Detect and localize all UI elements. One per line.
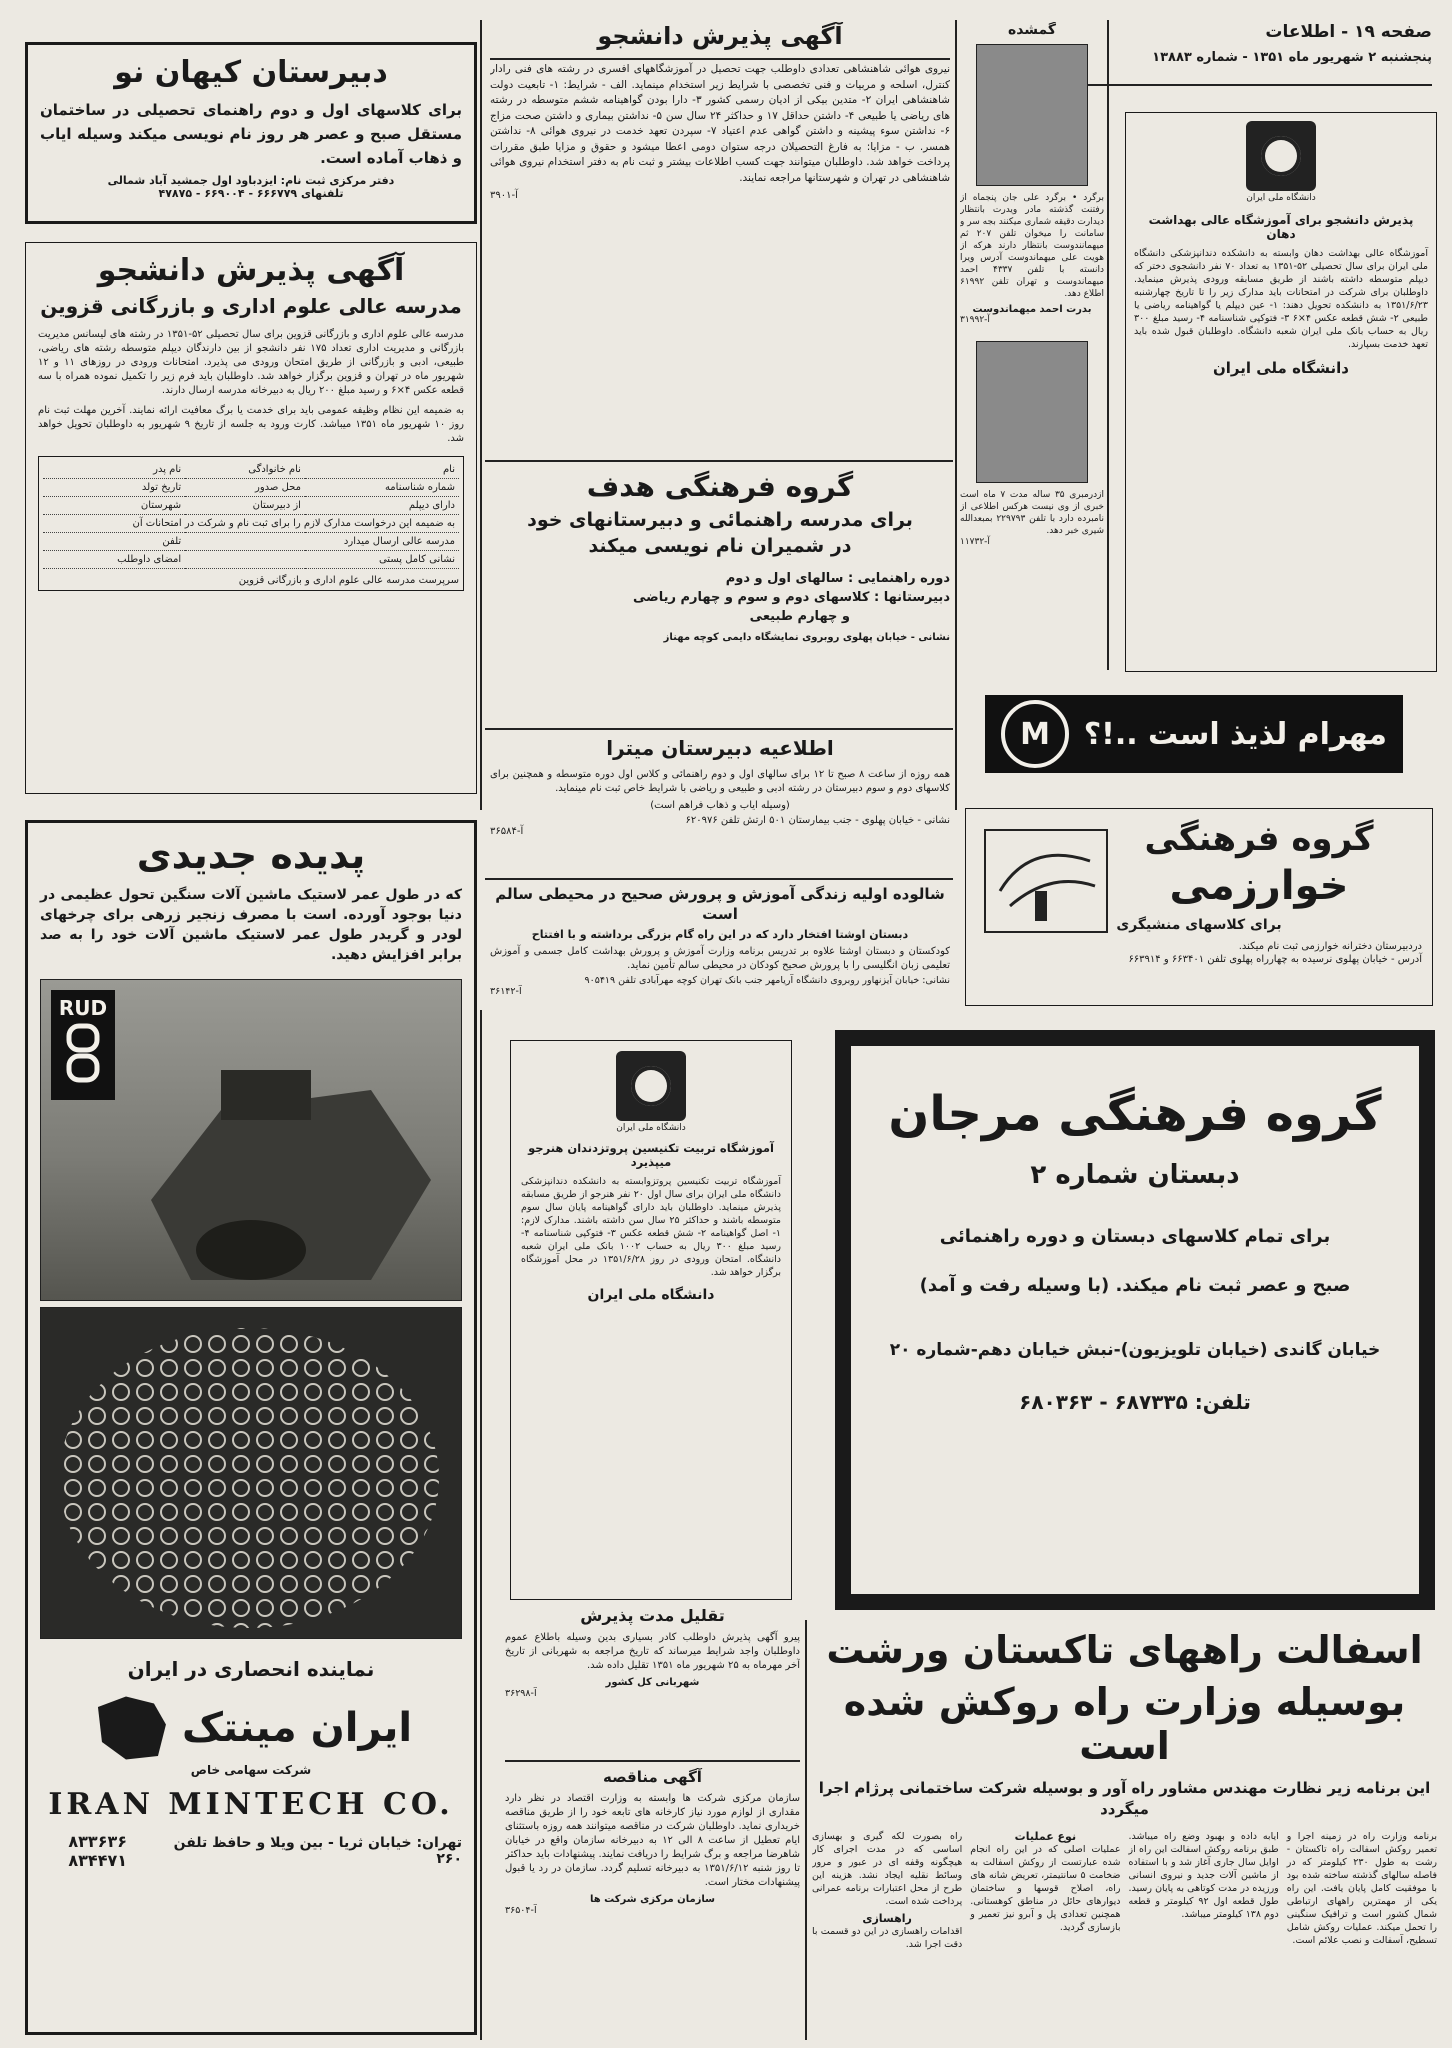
loader-illustration bbox=[41, 980, 461, 1300]
student-admission-ad bbox=[490, 22, 950, 452]
prosthetics-training-ad bbox=[510, 1040, 792, 1600]
extension-title: تقلیل مدت پذیرش bbox=[580, 1606, 725, 1625]
form-field: شماره شناسنامه bbox=[305, 479, 459, 497]
kharazmi-subtitle: برای کلاسهای منشیگری bbox=[1116, 917, 1282, 933]
kayhan-address: دفتر مرکزی ثبت نام: ایزدباود اول جمشید آباد شمالی bbox=[107, 174, 395, 187]
student-admission-title: آگهی پذیرش دانشجو bbox=[597, 22, 843, 50]
training-signature: دانشگاه ملی ایران bbox=[587, 1287, 715, 1303]
registration-reduction-notice bbox=[505, 1606, 800, 1756]
hadaf-address: نشانی - خیابان پهلوی روبروی نمایشگاه دایمی کوچه مهناز bbox=[663, 632, 950, 643]
article-column-4: راه بصورت لکه گیری و بهسازی اساسی که در مدت اجرای کار هیچگونه وقفه ای در عبور و مرور وسائط نقلیه ایجاد نشد. هزینه این طرح از محل اعتبارات برنامه عمرانی پرداخت شده است. bbox=[812, 1831, 963, 1907]
form-field: امضای داوطلب bbox=[43, 551, 185, 569]
mehram-text: مهرام لذیذ است ..!؟ bbox=[1083, 716, 1387, 752]
dental-hygiene-signature: دانشگاه ملی ایران bbox=[1212, 359, 1350, 377]
article-columns bbox=[812, 1830, 1437, 1951]
oshta-title: شالوده اولیه زندگی آموزش و پرورش صحیح در محیطی سالم است bbox=[495, 885, 945, 923]
missing-notice-2: ازدرمبری ۳۵ ساله مدت ۷ ماه است خبری از وی نیست هرکس اطلاعی از نامبرده دارد با تلفن ۲۲۹۷۹۳ بمبعدالله شیری خبر دهد. bbox=[960, 490, 1104, 536]
meytra-body: همه روزه از ساعت ۸ صبح تا ۱۲ برای سالهای اول و دوم راهنمائی و کلاس اول دوره متوسطه و همچنین برای کلاسهای دوم و سوم دبیرستان در رشته ادبی و طبیعی و ریاضی با شرایط خاص ثبت نام مینماید. bbox=[490, 769, 950, 794]
extension-code: آ-۳۶۲۹۸ bbox=[505, 1688, 537, 1699]
padideh-title: پدیده جدیدی bbox=[136, 833, 366, 877]
form-field: تلفن bbox=[43, 533, 185, 551]
hadaf-subtitle: برای مدرسه راهنمائی و دبیرستانهای خود bbox=[527, 509, 913, 531]
kayhan-phones: تلفنهای ۶۶۶۷۷۹ - ۶۶۹۰۰۴ - ۴۷۸۷۵ bbox=[158, 187, 344, 200]
hadaf-title: گروه فرهنگی هدف bbox=[586, 470, 854, 503]
rud-chain-ad bbox=[25, 820, 477, 2035]
form-row bbox=[43, 479, 459, 497]
oshta-subtitle: دبستان اوشتا افتخار دارد که در این راه گام بزرگی برداشته و با افتتاح bbox=[531, 928, 909, 941]
dental-hygiene-ad bbox=[1125, 112, 1437, 672]
hadaf-line-2: دبیرستانها : کلاسهای دوم و سوم و چهارم ریاضی bbox=[633, 590, 950, 605]
mintech-sub: شرکت سهامی خاص bbox=[190, 1763, 312, 1777]
road-article bbox=[812, 1628, 1437, 2040]
missing-notice-2-code: آ-۱۱۷۳۲ bbox=[960, 537, 990, 547]
form-note: به ضمیمه این درخواست مدارک لازم را برای ثبت نام و شرکت در امتحانات آن bbox=[43, 515, 459, 533]
article-column-1: برنامه وزارت راه در زمینه اجرا و تعمیر روکش اسفالت راه تاکستان - رشت به طول ۲۳۰ کیلومتر که در فاصله سالهای گذشته ساخته شده بود با موفقیت کامل پایان یافت. این راه یکی از مهمترین راههای ارتباطی شمال کشور است و ترافیک سنگینی را تحمل میکند. عملیات روکش شامل تسطیح، آسفالت و نصب علائم است. bbox=[1286, 1831, 1437, 1946]
form-row bbox=[43, 515, 459, 533]
oshta-body: کودکستان و دبستان اوشتا علاوه بر تدریس برنامه وزارت آموزش و پرورش بهداشت کامل جسمی و آموزش تعلیمی زبان انگلیسی را با پرورش صحیح کودکان در محیطی سالم تأمین نماید. bbox=[490, 946, 950, 971]
meytra-title: اطلاعیه دبیرستان میترا bbox=[606, 736, 834, 760]
missing-persons-section bbox=[960, 22, 1104, 672]
issue-date: پنجشنبه ۲ شهریور ماه ۱۳۵۱ - شماره ۱۳۸۸۳ bbox=[1152, 50, 1432, 65]
form-row bbox=[43, 497, 459, 515]
article-column-4-title: راهسازی bbox=[862, 1912, 912, 1925]
mintech-footer bbox=[40, 1832, 462, 1870]
oshta-address: نشانی: خیابان آیزنهاور روبروی دانشگاه آریامهر جنب بانک تهران کوچه مهرآبادی تلفن ۹۰۵۴۱۹ bbox=[584, 975, 950, 986]
kayhan-title: دبیرستان کیهان نو bbox=[114, 55, 388, 90]
marjan-line-3: خیابان گاندی (خیابان تلویزیون)-نبش خیابان دهم-شماره ۲۰ bbox=[889, 1340, 1381, 1360]
article-deck: این برنامه زیر نظارت مهندس مشاور راه آور و بوسیله شرکت ساختمانی پرژام اجرا میگردد bbox=[818, 1779, 1431, 1818]
missing-notice-1-code: آ-۳۱۹۹۲ bbox=[960, 315, 990, 325]
marjan-phone: تلفن: ۶۸۷۳۳۵ - ۶۸۰۳۶۳ bbox=[1019, 1390, 1251, 1414]
mintech-name-fa: ایران مینتک bbox=[181, 1705, 413, 1751]
article-column-4b: اقدامات راهسازی در این دو قسمت با دقت اجرا شد. bbox=[812, 1926, 963, 1950]
missing-notice-1: برگرد • برگرد علی جان پنجماه از رفتنت گذشته مادر ویدرت بانتظار دیدارت دقیقه شماری میکنند بجه سر و سامانت را میخوان تلفن ۲۰۷ ثم میهمانندوست بانتظار دارند هرکه از هویت علی میهماندوست آدرس ویرا دانسته با تلفن ۴۳۳۷ احمد میهماندوست و تهران تلفن ۶۱۹۹۲ اطلاع دهد. bbox=[960, 193, 1104, 299]
missing-notice-1-signature: بدرت احمد میهماندوست bbox=[972, 304, 1092, 315]
missing-photo-2 bbox=[976, 341, 1088, 483]
form-field: شهرستان bbox=[43, 497, 185, 515]
form-field: از دبیرستان bbox=[185, 497, 305, 515]
kayhan-body: برای کلاسهای اول و دوم راهنمای تحصیلی در ساختمان مستقل صبح و عصر هر روز نام نویسی میکند وسیله ایاب و ذهاب آماده است. bbox=[40, 101, 462, 167]
mintech-name-en: IRAN MINTECH CO. bbox=[48, 1787, 454, 1822]
qazvin-body: مدرسه عالی علوم اداری و بازرگانی قزوین برای سال تحصیلی ۵۲-۱۳۵۱ در رشته های لیسانس مدیریت بازرگانی و مدیریت اداری تعداد ۱۷۵ نفر دانشجو از بین دارندگان دیپلم متوسطه رشته های ریاضی، طبیعی، ادبی و بازرگانی از طریق امتحان ورودی می پذیرد. امتحانات ورودی در روزهای ۱۱ و ۱۲ شهریور ماه در تهران و قزوین برگزار خواهد شد. داوطلبان باید فرم زیر را تکمیل نموده همراه با سه قطعه عکس ۴×۶ و رسید مبلغ ۲۰۰ ریال به دبیرخانه مدرسه ارسال دارند. bbox=[38, 329, 464, 396]
training-logo-caption: دانشگاه ملی ایران bbox=[616, 1123, 686, 1133]
form-field: مدرسه عالی ارسال میدارد bbox=[185, 533, 459, 551]
article-headline-2: بوسیله وزارت راه روکش شده است bbox=[843, 1680, 1406, 1768]
hadaf-subtitle-2: در شمیران نام نویسی میکند bbox=[588, 535, 852, 557]
mintech-logo-row bbox=[40, 1693, 462, 1763]
chain-net-photo bbox=[40, 1307, 462, 1639]
dental-hygiene-body: آموزشگاه عالی بهداشت دهان وابسته به دانشکده دندانپزشکی دانشگاه ملی ایران برای سال تحصیلی ۵۲-۱۳۵۱ به تعداد ۷۰ نفر دانشجوی دختر که دیپلم متوسطه داشته باشند از طریق مسابقه ورودی پذیرش مینماید. داوطلبان برای شرکت در امتحانات باید مدارک زیر را تا تاریخ چهارشنبه ۱۳۵۱/۶/۲۳ به دانشکده تحویل دهند: ۱- عین دیپلم یا گواهینامه ریاضی یا طبیعی ۲- شش قطعه عکس ۴×۶ ۳- فتوکپی شناسنامه ۴- رسید مبلغ ۳۰۰ ریال به حساب بانک ملی ایران شعبه دانشگاه. داوطلبان قبول شده باید تعهد خدمت بسپارند. bbox=[1134, 248, 1428, 350]
article-column-3-wrap bbox=[970, 1830, 1120, 1951]
missing-heading: گمشده bbox=[1007, 22, 1057, 38]
extension-signature: شهربانی کل کشور bbox=[605, 1677, 700, 1688]
training-title: آموزشگاه تربیت تکنیسین پروتزدندان هنرجو میپذیرد bbox=[528, 1141, 774, 1169]
article-column-3-title: نوع عملیات bbox=[1014, 1830, 1077, 1843]
form-field: نام bbox=[305, 461, 459, 479]
kharazmi-title-2: خوارزمی bbox=[1169, 863, 1349, 909]
marjan-title: گروه فرهنگی مرجان bbox=[888, 1086, 1382, 1142]
kharazmi-address: آدرس - خیابان پهلوی نرسیده به چهارراه پهلوی تلفن ۶۶۳۴۰۱ و ۶۶۳۹۱۴ bbox=[1128, 954, 1422, 965]
page-number: صفحه ۱۹ - اطلاعات bbox=[1265, 22, 1432, 42]
oshta-code: آ-۳۶۱۴۲ bbox=[490, 986, 522, 997]
padideh-body: که در طول عمر لاستیک ماشین آلات سنگین تحول عظیمی در دنیا بوجود آورده. است با مصرف زنجیر زرهی برای چرخهای لودر و گریدر طول عمر لاستیک ماشین آلات خود را به صد برابر افزایش دهید. bbox=[40, 887, 462, 963]
student-admission-body: نیروی هوائی شاهنشاهی تعدادی داوطلب جهت تحصیل در آموزشگاههای افسری در رشته های فنی رادار کنترل، اسلحه و مربیات و فنی تخصصی با شرایط زیر استخدام مینماید. الف - شرایط: ۱- تابعیت دولت شاهنشاهی ایران ۲- متدین بیکی از ادیان رسمی کشور ۳- دارا بودن گواهینامه ششم متوسطه در رشته های ریاضی یا طبیعی ۴- داشتن حداقل ۱۷ و حداکثر ۲۴ سال سن ۵- نداشتن بیماری و داشتن صحت مزاج ۶- نداشتن سوء پیشینه و داشتن گواهی عدم اعتیاد ۷- سپردن تعهد خدمت در نیروی هوائی ۸- نداشتن همسر. ب - مزایا: به فارغ التحصیلان درجه ستوان دومی اعطا میشود و حقوق و مزایا طبق مقررات پرداخت خواهد شد. داوطلبان میتوانند جهت کسب اطلاعات بیشتر و ثبت نام به دفتر استخدام نیروی هوائی شاهنشاهی در تهران و شهرستانها مراجعه نمایند. bbox=[490, 63, 950, 184]
qazvin-title: آگهی پذیرش دانشجو bbox=[97, 253, 405, 288]
form-field: نشانی کامل پستی bbox=[185, 551, 459, 569]
qazvin-body-2: به ضمیمه این نظام وظیفه عمومی باید برای خدمت یا برگ معافیت ارائه نمایند. آخرین مهلت ثبت نام روز ۱۰ شهریور ماه ۱۳۵۱ میباشد. کارت ورود به جلسه از تاریخ ۹ شهریور به داوطلبان تحویل خواهد شد. bbox=[38, 405, 464, 444]
article-headline-1: اسفالت راههای تاکستان ورشت bbox=[826, 1628, 1423, 1672]
form-field: نام خانوادگی bbox=[185, 461, 305, 479]
hadaf-line-1: دوره راهنمایی : سالهای اول و دوم bbox=[725, 571, 950, 586]
article-column-2: ایابه داده و بهبود وضع راه میباشد. طبق برنامه روکش اسفالت این راه از اوایل سال جاری آغاز شد و با استفاده از ماشین آلات جدید و نیروی انسانی ورزیده در مدت کوتاهی به پایان رسید. طول قطعه اول ۹۲ کیلومتر و قطعه دوم ۱۳۸ کیلومتر میباشد. bbox=[1128, 1831, 1279, 1920]
form-row bbox=[43, 461, 459, 479]
marjan-line-2: صبح و عصر ثبت نام میکند. (با وسیله رفت و آمد) bbox=[919, 1275, 1351, 1296]
meytra-note: (وسیله ایاب و ذهاب فراهم است) bbox=[650, 800, 790, 811]
form-row bbox=[43, 533, 459, 551]
meytra-code: آ-۳۶۵۸۴ bbox=[490, 826, 524, 837]
header bbox=[1082, 22, 1432, 92]
kharazmi-body: دردبیرستان دخترانه خوارزمی ثبت نام میکند. bbox=[1238, 941, 1422, 952]
tender-code: آ-۳۶۵۰۴ bbox=[505, 1905, 537, 1916]
rud-photo bbox=[40, 979, 462, 1301]
university-logo-icon bbox=[1246, 121, 1316, 191]
mintech-phones: ۸۳۳۶۳۶ ۸۳۴۴۷۱ bbox=[68, 1832, 127, 1870]
marjan-subtitle: دبستان شماره ۲ bbox=[1030, 1160, 1240, 1190]
tender-notice bbox=[505, 1768, 800, 2038]
mehram-banner bbox=[985, 695, 1403, 773]
form-field: محل صدور bbox=[185, 479, 305, 497]
tender-title: آگهی مناقصه bbox=[603, 1768, 702, 1786]
tender-signature: سازمان مرکزی شرکت ها bbox=[589, 1894, 716, 1905]
iran-map-icon bbox=[90, 1693, 170, 1763]
qazvin-subtitle: مدرسه عالی علوم اداری و بازرگانی قزوین bbox=[40, 294, 462, 318]
dental-hygiene-title: پذیرش دانشجو برای آموزشگاه عالی بهداشت دهان bbox=[1148, 213, 1414, 241]
marjan-line-1: برای تمام کلاسهای دبستان و دوره راهنمائی bbox=[939, 1226, 1331, 1247]
qazvin-admission-ad bbox=[25, 242, 477, 794]
kharazmi-title-1: گروه فرهنگی bbox=[1144, 819, 1374, 859]
meytra-ad bbox=[490, 736, 950, 872]
training-body: آموزشگاه تربیت تکنیسین پروتزوابسته به دانشکده دندانپزشکی دانشگاه ملی ایران برای سال اول ۲۰ نفر هنرجو از طریق مسابقه پذیرش مینماید. داوطلبان باید دارای گواهینامه پایان سال سوم متوسطه باشند و حداکثر ۲۵ سال سن داشته باشند. مدارک لازم: ۱- اصل گواهینامه ۲- شش قطعه عکس ۳- فتوکپی شناسنامه ۴- رسید مبلغ ۳۰۰ ریال به حساب ۱۰۰۲ بانک ملی ایران شعبه دانشگاه. امتحان ورودی در روز ۱۳۵۱/۶/۲۸ در محل آموزشگاه برگزار خواهد شد. bbox=[521, 1176, 782, 1278]
form-row bbox=[43, 551, 459, 569]
marjan-inner bbox=[851, 1046, 1419, 1594]
hadaf-line-3: و چهارم طبیعی bbox=[749, 609, 850, 624]
qazvin-application-form bbox=[38, 456, 464, 591]
article-column-3: عملیات اصلی که در این راه انجام شده عبارتست از روکش اسفالت به ضخامت ۵ سانتیمتر، تعریض شانه های راه، اصلاح قوسها و ساختمان دیوارهای حائل در مناطق کوهستانی. همچنین تعدادی پل و آبرو نیز تعمیر و بازسازی گردید. bbox=[970, 1844, 1121, 1933]
extension-body: پیرو آگهی پذیرش داوطلب کادر بسیاری بدین وسیله باطلاع عموم داوطلبان واجد شرایط میرساند که تاریخ مراجعه به شهربانی از تاریخ آخر مهرماه به ۲۵ شهریور ماه ۱۳۵۱ تقلیل داده شد. bbox=[505, 1632, 800, 1671]
form-field: تاریخ تولد bbox=[43, 479, 185, 497]
kayhan-no-ad bbox=[25, 42, 477, 224]
university-logo-caption: دانشگاه ملی ایران bbox=[1246, 193, 1316, 203]
hadaf-ad bbox=[490, 470, 950, 720]
kharazmi-ad bbox=[965, 808, 1433, 1006]
meytra-address: نشانی - خیابان پهلوی - جنب بیمارستان ۵۰۱ ارتش تلفن ۶۲۰۹۷۶ bbox=[685, 815, 950, 826]
form-field: نام پدر bbox=[43, 461, 185, 479]
mehram-logo-icon: M bbox=[1001, 700, 1069, 768]
form-field: دارای دیپلم bbox=[305, 497, 459, 515]
mintech-address: تهران: خیابان ثریا - بین ویلا و حافظ تلفن ۲۶۰ bbox=[173, 1835, 462, 1867]
tender-body: سازمان مرکزی شرکت ها وابسته به وزارت اقتصاد در نظر دارد مقداری از لوازم مورد نیاز کارخانه های تابعه خود را از طریق مناقصه خریداری نماید. داوطلبان شرکت در مناقصه میتوانند همه روزه باستثنای ایام تعطیل از ساعت ۸ الی ۱۲ به دبیرخانه سازمان واقع در خیابان شاهرضا مراجعه و برگ شرایط را دریافت نمایند. پیشنهادات باید حداکثر تا روز شنبه ۱۳۵۱/۶/۱۲ به دبیرخانه تسلیم گردد. سازمان در رد یا قبول پیشنهادات مختار است. bbox=[505, 1793, 800, 1888]
article-column-4-wrap bbox=[812, 1830, 962, 1951]
qazvin-signature: سرپرست مدرسه عالی علوم اداری و بازرگانی قزوین bbox=[238, 575, 459, 586]
student-admission-code: آ-۳۹۰۱ bbox=[490, 190, 518, 201]
rud-brand-text: RUD bbox=[58, 996, 108, 1020]
oshta-school-ad bbox=[490, 884, 950, 1014]
marjan-ad bbox=[835, 1030, 1435, 1610]
chain-pattern-icon bbox=[37, 1308, 461, 1638]
missing-photo-1 bbox=[976, 44, 1088, 186]
kharazmi-logo-icon bbox=[984, 829, 1108, 933]
exclusive-rep-text: نماینده انحصاری در ایران bbox=[127, 1657, 375, 1681]
university-logo-icon bbox=[616, 1051, 686, 1121]
